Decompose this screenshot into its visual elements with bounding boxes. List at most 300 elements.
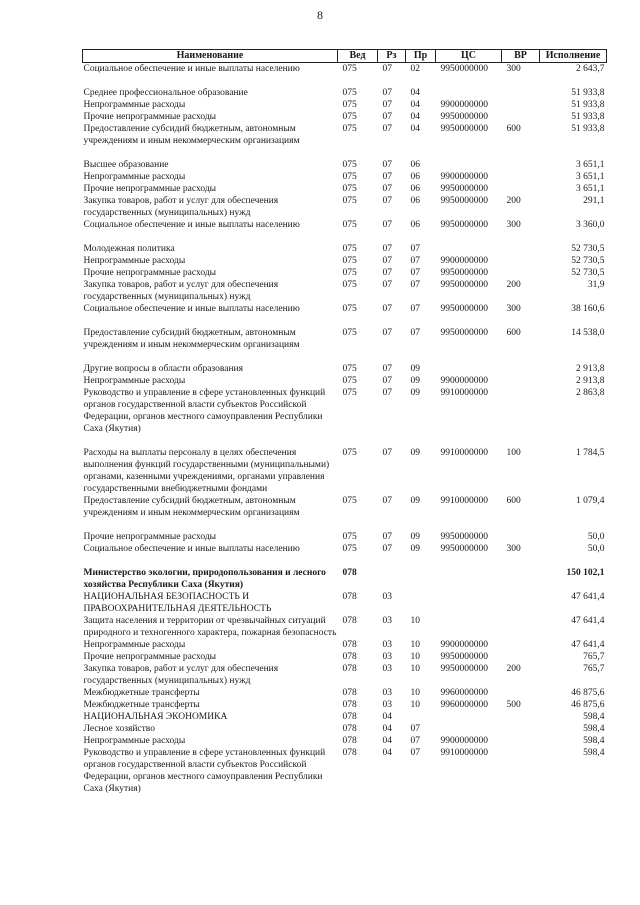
row-ved: 075 [342,376,357,386]
row-exec: 2 863,8 [576,388,605,398]
row-cs: 9910000000 [440,496,488,506]
row-pr: 06 [410,220,420,230]
row-cs [436,159,502,171]
row-rz: 07 [382,220,392,230]
row-cs: 9950000000 [440,112,488,122]
row-pr: 10 [410,640,420,650]
row-pr [406,567,436,591]
row-cs: 9950000000 [440,268,488,278]
row-vr: 100 [506,448,521,458]
row-pr: 10 [410,664,420,674]
row-name: Руководство и управление в сфере установленных функций органов государственной власти субъектов Российской Федерации, органов местного самоуправления Республики Саха (Якутия) [83,748,326,794]
row-vr [502,651,540,663]
row-exec: 598,4 [583,712,605,722]
row-cs: 9950000000 [440,664,488,674]
row-vr: 300 [506,220,521,230]
row-rz: 07 [382,364,392,374]
row-name: Закупка товаров, работ и услуг для обеспечения государственных (муниципальных) нужд [83,280,279,302]
row-name: Непрограммные расходы [83,736,186,746]
row-exec: 38 160,6 [571,304,605,314]
row-name: Среднее профессиональное образование [83,88,248,98]
row-rz: 04 [382,736,392,746]
row-vr [502,111,540,123]
row-ved: 075 [342,256,357,266]
row-pr: 10 [410,616,420,626]
row-ved: 075 [342,88,357,98]
row-rz: 07 [382,160,392,170]
row-cs: 9950000000 [440,196,488,206]
table-row [83,303,607,315]
spacer-cell [83,435,607,447]
row-rz: 07 [382,244,392,254]
row-ved: 075 [342,220,357,230]
row-ved: 078 [342,700,357,710]
row-vr [502,267,540,279]
row-cs: 9910000000 [440,748,488,758]
row-ved: 075 [342,364,357,374]
row-name: НАЦИОНАЛЬНАЯ БЕЗОПАСНОСТЬ И ПРАВООХРАНИТЕЛЬНАЯ ДЕЯТЕЛЬНОСТЬ [83,592,272,614]
row-name: Молодежная политика [83,244,175,254]
row-pr: 04 [410,88,420,98]
row-ved: 075 [342,184,357,194]
row-exec: 765,7 [583,652,605,662]
table-row [83,159,607,171]
table-row [83,735,607,747]
row-pr: 06 [410,196,420,206]
row-name: Прочие непрограммные расходы [83,184,217,194]
table-row [83,663,607,687]
row-cs [436,711,502,723]
row-rz: 04 [382,712,392,722]
row-ved: 075 [342,532,357,542]
row-rz: 07 [382,100,392,110]
row-spacer [83,147,607,159]
table-row [83,651,607,663]
row-exec: 47 641,4 [571,616,605,626]
row-exec: 2 913,8 [576,364,605,374]
table-row [83,615,607,639]
row-exec: 46 875,6 [571,700,605,710]
row-ved: 075 [342,244,357,254]
row-vr [502,183,540,195]
header-rz: Рз [378,50,406,63]
row-spacer [83,75,607,87]
table-row [83,243,607,255]
table-row [83,183,607,195]
table-row [83,279,607,303]
table-row [83,747,607,795]
table-row [83,531,607,543]
row-vr [502,723,540,735]
row-ved: 075 [342,268,357,278]
row-ved: 078 [342,568,357,578]
row-name: Лесное хозяйство [83,724,155,734]
row-rz: 07 [382,64,392,74]
row-exec: 52 730,5 [571,268,605,278]
row-pr [406,711,436,723]
row-ved: 075 [342,496,357,506]
row-cs: 9950000000 [440,124,488,134]
spacer-cell [83,147,607,159]
row-ved: 075 [342,388,357,398]
table-row [83,687,607,699]
row-ved: 075 [342,280,357,290]
row-exec: 3 651,1 [576,160,605,170]
row-pr: 10 [410,700,420,710]
row-pr: 07 [410,328,420,338]
row-ved: 078 [342,748,357,758]
header-name: Наименование [83,50,338,63]
row-rz: 07 [382,256,392,266]
row-pr: 07 [410,256,420,266]
row-exec: 51 933,8 [571,100,605,110]
row-cs: 9900000000 [440,376,488,386]
row-exec: 3 360,0 [576,220,605,230]
row-name: Непрограммные расходы [83,376,186,386]
row-exec: 47 641,4 [571,592,605,602]
row-vr [502,531,540,543]
row-vr: 200 [506,664,521,674]
row-ved: 078 [342,640,357,650]
row-name: Непрограммные расходы [83,640,186,650]
row-name: Прочие непрограммные расходы [83,652,217,662]
table-row [83,591,607,615]
row-vr [502,567,540,591]
row-ved: 075 [342,160,357,170]
row-rz: 07 [382,196,392,206]
row-ved: 078 [342,688,357,698]
spacer-cell [83,519,607,531]
row-cs: 9950000000 [440,280,488,290]
row-vr [502,375,540,387]
row-vr [502,159,540,171]
row-rz: 07 [382,172,392,182]
row-exec: 291,1 [583,196,605,206]
table-row [83,111,607,123]
row-pr: 07 [410,280,420,290]
row-pr: 09 [410,532,420,542]
table-body [83,63,607,796]
row-cs: 9960000000 [440,688,488,698]
row-rz: 07 [382,88,392,98]
row-vr: 300 [506,544,521,554]
header-cs: ЦС [436,50,502,63]
row-exec: 47 641,4 [571,640,605,650]
spacer-cell [83,555,607,567]
row-vr [502,387,540,435]
row-ved: 078 [342,652,357,662]
table-row [83,543,607,555]
row-pr: 09 [410,388,420,398]
row-vr: 600 [506,328,521,338]
row-name: Предоставление субсидий бюджетным, автономным учреждениям и иным некоммерческим организациям [83,328,300,350]
table-row [83,639,607,651]
row-rz: 07 [382,124,392,134]
row-pr: 07 [410,244,420,254]
row-pr: 07 [410,748,420,758]
row-name: Закупка товаров, работ и услуг для обеспечения государственных (муниципальных) нужд [83,196,279,218]
row-rz: 04 [382,748,392,758]
table-row [83,267,607,279]
row-vr [502,171,540,183]
row-ved: 078 [342,724,357,734]
header-exec: Исполнение [540,50,607,63]
row-cs: 9900000000 [440,640,488,650]
row-rz [378,567,406,591]
row-rz: 03 [382,640,392,650]
row-exec: 150 102,1 [566,568,605,578]
row-vr: 200 [506,280,521,290]
row-exec: 1 079,4 [576,496,605,506]
row-rz: 07 [382,268,392,278]
row-pr: 07 [410,736,420,746]
table-row [83,219,607,231]
spacer-cell [83,231,607,243]
row-pr: 09 [410,544,420,554]
row-vr [502,363,540,375]
row-rz: 03 [382,616,392,626]
row-rz: 07 [382,184,392,194]
row-rz: 07 [382,388,392,398]
table-row [83,327,607,351]
row-ved: 075 [342,112,357,122]
row-cs: 9950000000 [440,544,488,554]
row-pr: 10 [410,688,420,698]
row-name: Непрограммные расходы [83,100,186,110]
table-row [83,255,607,267]
row-ved: 075 [342,448,357,458]
page-number: 8 [317,8,323,22]
row-exec: 51 933,8 [571,112,605,122]
row-exec: 51 933,8 [571,88,605,98]
row-spacer [83,519,607,531]
row-ved: 075 [342,544,357,554]
row-name: Социальное обеспечение и иные выплаты населению [83,304,300,314]
budget-table [82,49,607,795]
row-name: Межбюджетные трансферты [83,700,200,710]
row-vr [502,615,540,639]
row-cs: 9900000000 [440,256,488,266]
row-pr: 07 [410,724,420,734]
row-cs [436,363,502,375]
row-name: Социальное обеспечение и иные выплаты населению [83,544,300,554]
row-name: Другие вопросы в области образования [83,364,243,374]
row-pr: 10 [410,652,420,662]
row-name: Закупка товаров, работ и услуг для обеспечения государственных (муниципальных) нужд [83,664,279,686]
row-name: Расходы на выплаты персоналу в целях обеспечения выполнения функций государственными (муниципальными) органами, казенными учреждениями, органами управления государственными внебюджетными фондами [83,448,330,494]
row-cs: 9950000000 [440,64,488,74]
table-row [83,171,607,183]
row-cs: 9900000000 [440,100,488,110]
row-ved: 078 [342,592,357,602]
row-spacer [83,351,607,363]
row-pr: 06 [410,160,420,170]
table-row [83,99,607,111]
row-cs: 9950000000 [440,304,488,314]
row-vr [502,639,540,651]
row-exec: 3 651,1 [576,184,605,194]
row-exec: 52 730,5 [571,256,605,266]
row-cs: 9910000000 [440,448,488,458]
row-pr [406,591,436,615]
row-cs: 9900000000 [440,172,488,182]
row-name: Защита населения и территории от чрезвычайных ситуаций природного и техногенного характера, пожарная безопасность [83,616,337,638]
row-rz: 07 [382,112,392,122]
row-pr: 07 [410,268,420,278]
row-exec: 1 784,5 [576,448,605,458]
row-exec: 46 875,6 [571,688,605,698]
row-cs: 9950000000 [440,652,488,662]
row-name: Непрограммные расходы [83,172,186,182]
row-ved: 075 [342,196,357,206]
row-exec: 765,7 [583,664,605,674]
row-name: Высшее образование [83,160,169,170]
table-row [83,447,607,495]
row-rz: 03 [382,664,392,674]
row-ved: 075 [342,172,357,182]
row-pr: 09 [410,448,420,458]
row-exec: 51 933,8 [571,124,605,134]
row-exec: 598,4 [583,724,605,734]
table-row [83,195,607,219]
row-vr: 500 [506,700,521,710]
row-name: Социальное обеспечение и иные выплаты населению [83,64,300,74]
table-row [83,387,607,435]
row-rz: 07 [382,328,392,338]
row-rz: 07 [382,280,392,290]
row-pr: 07 [410,304,420,314]
row-pr: 09 [410,376,420,386]
row-name: Прочие непрограммные расходы [83,268,217,278]
row-ved: 078 [342,664,357,674]
row-ved: 078 [342,616,357,626]
row-cs [436,243,502,255]
row-pr: 09 [410,364,420,374]
row-cs [436,723,502,735]
row-cs: 9950000000 [440,184,488,194]
row-ved: 075 [342,64,357,74]
row-pr: 04 [410,112,420,122]
row-ved: 075 [342,124,357,134]
row-vr [502,687,540,699]
header-pr: Пр [406,50,436,63]
spacer-cell [83,351,607,363]
row-rz: 04 [382,724,392,734]
row-rz: 07 [382,532,392,542]
row-exec: 3 651,1 [576,172,605,182]
row-vr: 300 [506,304,521,314]
row-ved: 075 [342,304,357,314]
row-spacer [83,231,607,243]
row-rz: 07 [382,496,392,506]
row-spacer [83,435,607,447]
row-cs [436,87,502,99]
row-cs: 9950000000 [440,328,488,338]
table-row [83,699,607,711]
row-name: Министерство экологии, природопользования и лесного хозяйства Республики Саха (Якутия) [83,568,326,590]
row-vr: 200 [506,196,521,206]
row-vr [502,99,540,111]
row-pr: 04 [410,100,420,110]
row-exec: 2 913,8 [576,376,605,386]
row-exec: 14 538,0 [571,328,605,338]
row-vr: 600 [506,496,521,506]
row-cs [436,567,502,591]
spacer-cell [83,315,607,327]
row-name: Предоставление субсидий бюджетным, автономным учреждениям и иным некоммерческим организациям [83,124,300,146]
row-vr [502,255,540,267]
row-rz: 07 [382,544,392,554]
row-vr: 300 [506,64,521,74]
row-cs: 9910000000 [440,388,488,398]
row-cs: 9900000000 [440,736,488,746]
row-spacer [83,555,607,567]
row-spacer [83,315,607,327]
row-rz: 07 [382,304,392,314]
table-row [83,87,607,99]
header-vr: ВР [502,50,540,63]
row-vr [502,735,540,747]
row-exec: 31,9 [587,280,605,290]
row-name: Предоставление субсидий бюджетным, автономным учреждениям и иным некоммерческим организациям [83,496,300,518]
row-name: Социальное обеспечение и иные выплаты населению [83,220,300,230]
table-row [83,123,607,147]
row-exec: 598,4 [583,736,605,746]
row-rz: 03 [382,700,392,710]
row-pr: 04 [410,124,420,134]
row-exec: 2 643,7 [576,64,605,74]
row-cs: 9950000000 [440,532,488,542]
row-name: Межбюджетные трансферты [83,688,200,698]
row-vr [502,87,540,99]
row-pr: 06 [410,184,420,194]
table-row [83,723,607,735]
row-pr: 02 [410,64,420,74]
row-ved: 078 [342,736,357,746]
row-ved: 078 [342,712,357,722]
row-name: Руководство и управление в сфере установленных функций органов государственной власти субъектов Российской Федерации, органов местного самоуправления Республики Саха (Якутия) [83,388,326,434]
table-header [83,50,607,63]
row-ved: 075 [342,328,357,338]
row-rz: 07 [382,376,392,386]
row-rz: 03 [382,688,392,698]
row-pr: 06 [410,172,420,182]
row-rz: 03 [382,652,392,662]
row-vr [502,711,540,723]
row-ved: 075 [342,100,357,110]
row-exec: 598,4 [583,748,605,758]
row-name: НАЦИОНАЛЬНАЯ ЭКОНОМИКА [83,712,228,722]
header-ved: Вед [338,50,378,63]
row-cs [436,591,502,615]
row-vr [502,591,540,615]
row-pr: 09 [410,496,420,506]
row-rz: 03 [382,592,392,602]
table-row [83,495,607,519]
row-name: Прочие непрограммные расходы [83,112,217,122]
table-row [83,711,607,723]
row-exec: 52 730,5 [571,244,605,254]
row-vr [502,747,540,795]
table-row [83,567,607,591]
row-name: Непрограммные расходы [83,256,186,266]
row-exec: 50,0 [587,532,605,542]
row-name: Прочие непрограммные расходы [83,532,217,542]
table-row [83,63,607,76]
row-cs: 9950000000 [440,220,488,230]
row-cs: 9960000000 [440,700,488,710]
table-row [83,375,607,387]
